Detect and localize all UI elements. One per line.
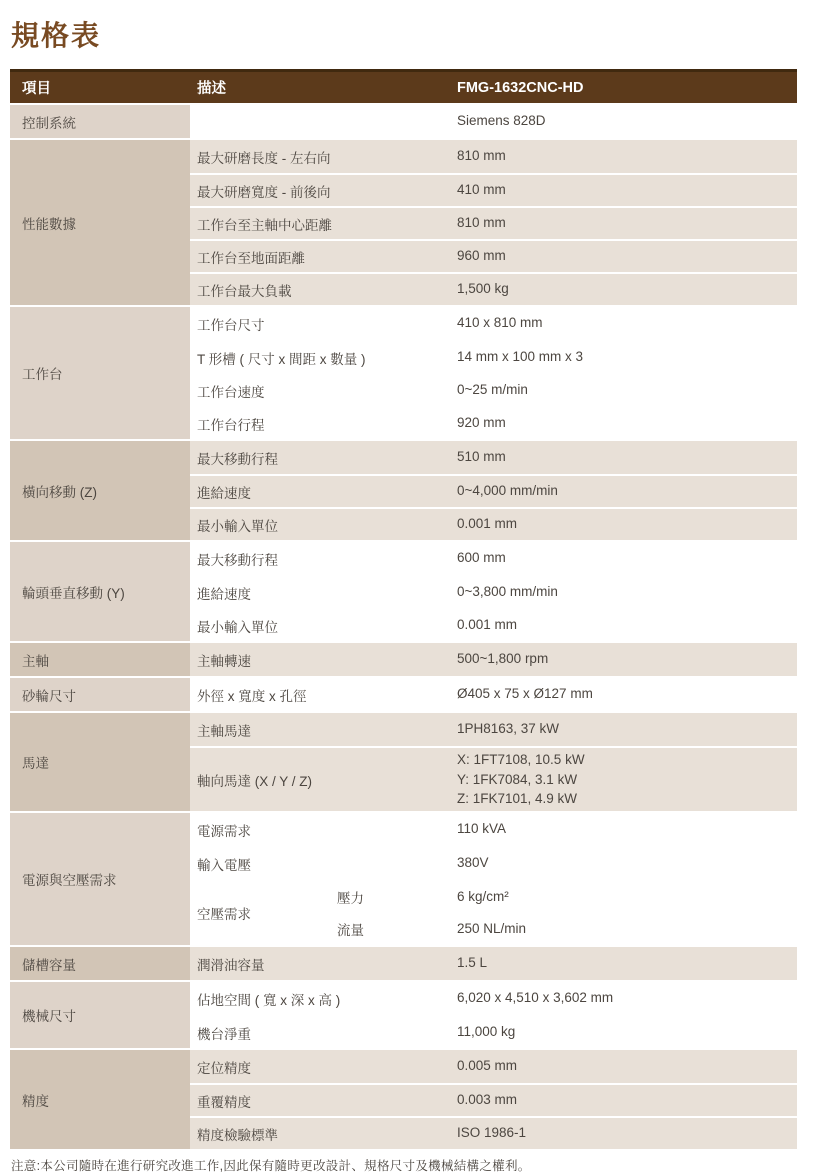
spec-group — [10, 678, 797, 711]
value-cell: 0~4,000 mm/min — [457, 483, 558, 499]
desc-cell: 工作台至主軸中心距離 — [197, 217, 332, 233]
group-rows — [190, 140, 797, 305]
item-cell: 儲槽容量 — [10, 947, 190, 980]
value-cell: 6 kg/cm² — [457, 888, 509, 904]
sub-label-cell: 流量 — [337, 923, 364, 938]
table-row — [190, 373, 797, 406]
table-row — [190, 542, 797, 575]
spec-table — [10, 69, 797, 1149]
desc-cell: 潤滑油容量 — [197, 957, 265, 973]
item-cell: 主軸 — [10, 643, 190, 676]
table-body — [10, 105, 797, 1149]
table-row — [190, 846, 797, 879]
desc-cell: 佔地空間 ( 寬 x 深 x 高 ) — [197, 992, 341, 1008]
value-cell: Ø405 x 75 x Ø127 mm — [457, 686, 593, 702]
desc-cell: 主軸轉速 — [197, 653, 251, 669]
desc-cell: 軸向馬達 (X / Y / Z) — [197, 773, 313, 789]
group-rows — [190, 947, 797, 980]
table-row — [190, 1050, 797, 1083]
value-cell: 0~25 m/min — [457, 382, 528, 398]
desc-cell: 最小輸入單位 — [197, 518, 278, 534]
item-cell: 精度 — [10, 1050, 190, 1149]
value-cell: 500~1,800 rpm — [457, 651, 549, 667]
value-cell: 920 mm — [457, 415, 506, 431]
table-row — [190, 1116, 797, 1149]
value-cell: 110 kVA — [457, 821, 507, 837]
item-cell: 電源與空壓需求 — [10, 813, 190, 945]
table-row — [190, 813, 797, 846]
item-cell: 性能數據 — [10, 140, 190, 305]
value-cell: 0.003 mm — [457, 1092, 518, 1108]
sub-rows — [330, 881, 797, 945]
table-row — [190, 474, 797, 507]
value-cell: 1PH8163, 37 kW — [457, 721, 560, 737]
table-row — [190, 441, 797, 474]
value-cell: 14 mm x 100 mm x 3 — [457, 349, 584, 365]
item-cell: 工作台 — [10, 307, 190, 439]
desc-cell: 最大研磨長度 - 左右向 — [197, 150, 331, 166]
value-cell: 380V — [457, 855, 489, 871]
spec-group — [10, 140, 797, 305]
table-row — [190, 140, 797, 173]
value-cell: 0.001 mm — [457, 617, 518, 633]
desc-cell: 最小輸入單位 — [197, 619, 278, 635]
table-row — [190, 406, 797, 439]
table-row — [190, 307, 797, 340]
table-row — [190, 575, 797, 608]
spec-group — [10, 947, 797, 980]
desc-cell: 機台淨重 — [197, 1026, 251, 1042]
desc-cell: 最大移動行程 — [197, 451, 278, 467]
column-header-description: 描述 — [197, 81, 226, 97]
value-cell: 1,500 kg — [457, 281, 509, 297]
group-rows — [190, 1050, 797, 1149]
desc-cell: 定位精度 — [197, 1060, 251, 1076]
spec-group — [10, 1050, 797, 1149]
table-row — [190, 507, 797, 540]
desc-cell: 外徑 x 寬度 x 孔徑 — [197, 688, 307, 704]
desc-cell: 精度檢驗標準 — [197, 1127, 278, 1143]
desc-cell: 電源需求 — [197, 823, 251, 839]
value-cell: 250 NL/min — [457, 920, 527, 936]
value-cell — [457, 750, 797, 809]
value-cell: 11,000 kg — [457, 1024, 516, 1040]
table-row — [190, 272, 797, 305]
spec-group — [10, 307, 797, 439]
desc-cell: 進給速度 — [197, 485, 251, 501]
table-row — [190, 947, 797, 980]
table-row — [190, 105, 797, 138]
value-cell: 0.001 mm — [457, 516, 518, 532]
group-rows — [190, 441, 797, 540]
table-row — [190, 206, 797, 239]
desc-cell: 進給速度 — [197, 586, 251, 602]
table-row — [190, 746, 797, 811]
value-cell: 0.005 mm — [457, 1058, 518, 1074]
value-cell: 810 mm — [457, 148, 506, 164]
group-rows — [190, 105, 797, 138]
item-cell: 馬達 — [10, 713, 190, 811]
desc-cell: 最大研磨寬度 - 前後向 — [197, 184, 331, 200]
spec-group — [10, 643, 797, 676]
spec-group — [10, 813, 797, 945]
table-row — [190, 173, 797, 206]
spec-group — [10, 713, 797, 811]
spec-group — [10, 982, 797, 1048]
desc-cell: 輸入電壓 — [197, 857, 251, 873]
value-cell: 960 mm — [457, 248, 506, 264]
group-rows — [190, 643, 797, 676]
table-row — [190, 678, 797, 711]
value-cell: 810 mm — [457, 215, 506, 231]
table-row — [190, 340, 797, 373]
value-cell: 6,020 x 4,510 x 3,602 mm — [457, 990, 614, 1006]
item-cell: 機械尺寸 — [10, 982, 190, 1048]
value-cell: 0~3,800 mm/min — [457, 584, 558, 600]
desc-cell: 工作台速度 — [197, 384, 265, 400]
value-cell: 410 x 810 mm — [457, 315, 543, 331]
desc-cell: 工作台行程 — [197, 417, 265, 433]
group-rows — [190, 982, 797, 1048]
value-cell: ISO 1986-1 — [457, 1125, 527, 1141]
sub-label-cell: 壓力 — [337, 891, 364, 906]
desc-cell: T 形槽 ( 尺寸 x 間距 x 數量 ) — [197, 351, 366, 367]
desc-cell: 工作台最大負載 — [197, 283, 292, 299]
group-rows — [190, 713, 797, 811]
table-row — [190, 239, 797, 272]
value-line: Y: 1FK7084, 3.1 kW — [457, 771, 578, 787]
sub-row — [330, 913, 797, 945]
spec-group — [10, 542, 797, 641]
column-header-model: FMG-1632CNC-HD — [457, 79, 584, 96]
item-cell: 橫向移動 (Z) — [10, 441, 190, 540]
group-rows — [190, 813, 797, 945]
value-cell: 1.5 L — [457, 955, 488, 971]
table-row — [190, 1015, 797, 1048]
desc-cell: 工作台尺寸 — [197, 317, 265, 333]
desc-cell: 重覆精度 — [197, 1094, 251, 1110]
desc-cell: 工作台至地面距離 — [197, 250, 305, 266]
value-cell: 410 mm — [457, 182, 506, 198]
item-cell: 輪頭垂直移動 (Y) — [10, 542, 190, 641]
table-row — [190, 608, 797, 641]
group-rows — [190, 307, 797, 439]
desc-cell: 空壓需求 — [197, 907, 251, 922]
column-header-item: 項目 — [22, 81, 51, 97]
table-row — [190, 879, 797, 945]
value-cell: 600 mm — [457, 550, 506, 566]
desc-cell: 主軸馬達 — [197, 723, 251, 739]
group-rows — [190, 542, 797, 641]
desc-cell: 最大移動行程 — [197, 552, 278, 568]
spec-group — [10, 105, 797, 138]
table-header-row — [10, 69, 797, 103]
value-cell: 510 mm — [457, 449, 506, 465]
item-cell: 砂輪尺寸 — [10, 678, 190, 711]
table-row — [190, 643, 797, 676]
group-rows — [190, 678, 797, 711]
value-cell: Siemens 828D — [457, 113, 546, 129]
table-row — [190, 713, 797, 746]
sub-row — [330, 881, 797, 913]
item-cell: 控制系統 — [10, 105, 190, 138]
value-line: X: 1FT7108, 10.5 kW — [457, 752, 585, 768]
page-title: 規格表 — [11, 20, 102, 51]
footnote: 注意:本公司隨時在進行研究改進工作,因此保有隨時更改設計、規格尺寸及機械結構之權利。 — [11, 1159, 531, 1173]
spec-group — [10, 441, 797, 540]
table-row — [190, 1083, 797, 1116]
value-line: Z: 1FK7101, 4.9 kW — [457, 791, 578, 807]
table-row — [190, 982, 797, 1015]
